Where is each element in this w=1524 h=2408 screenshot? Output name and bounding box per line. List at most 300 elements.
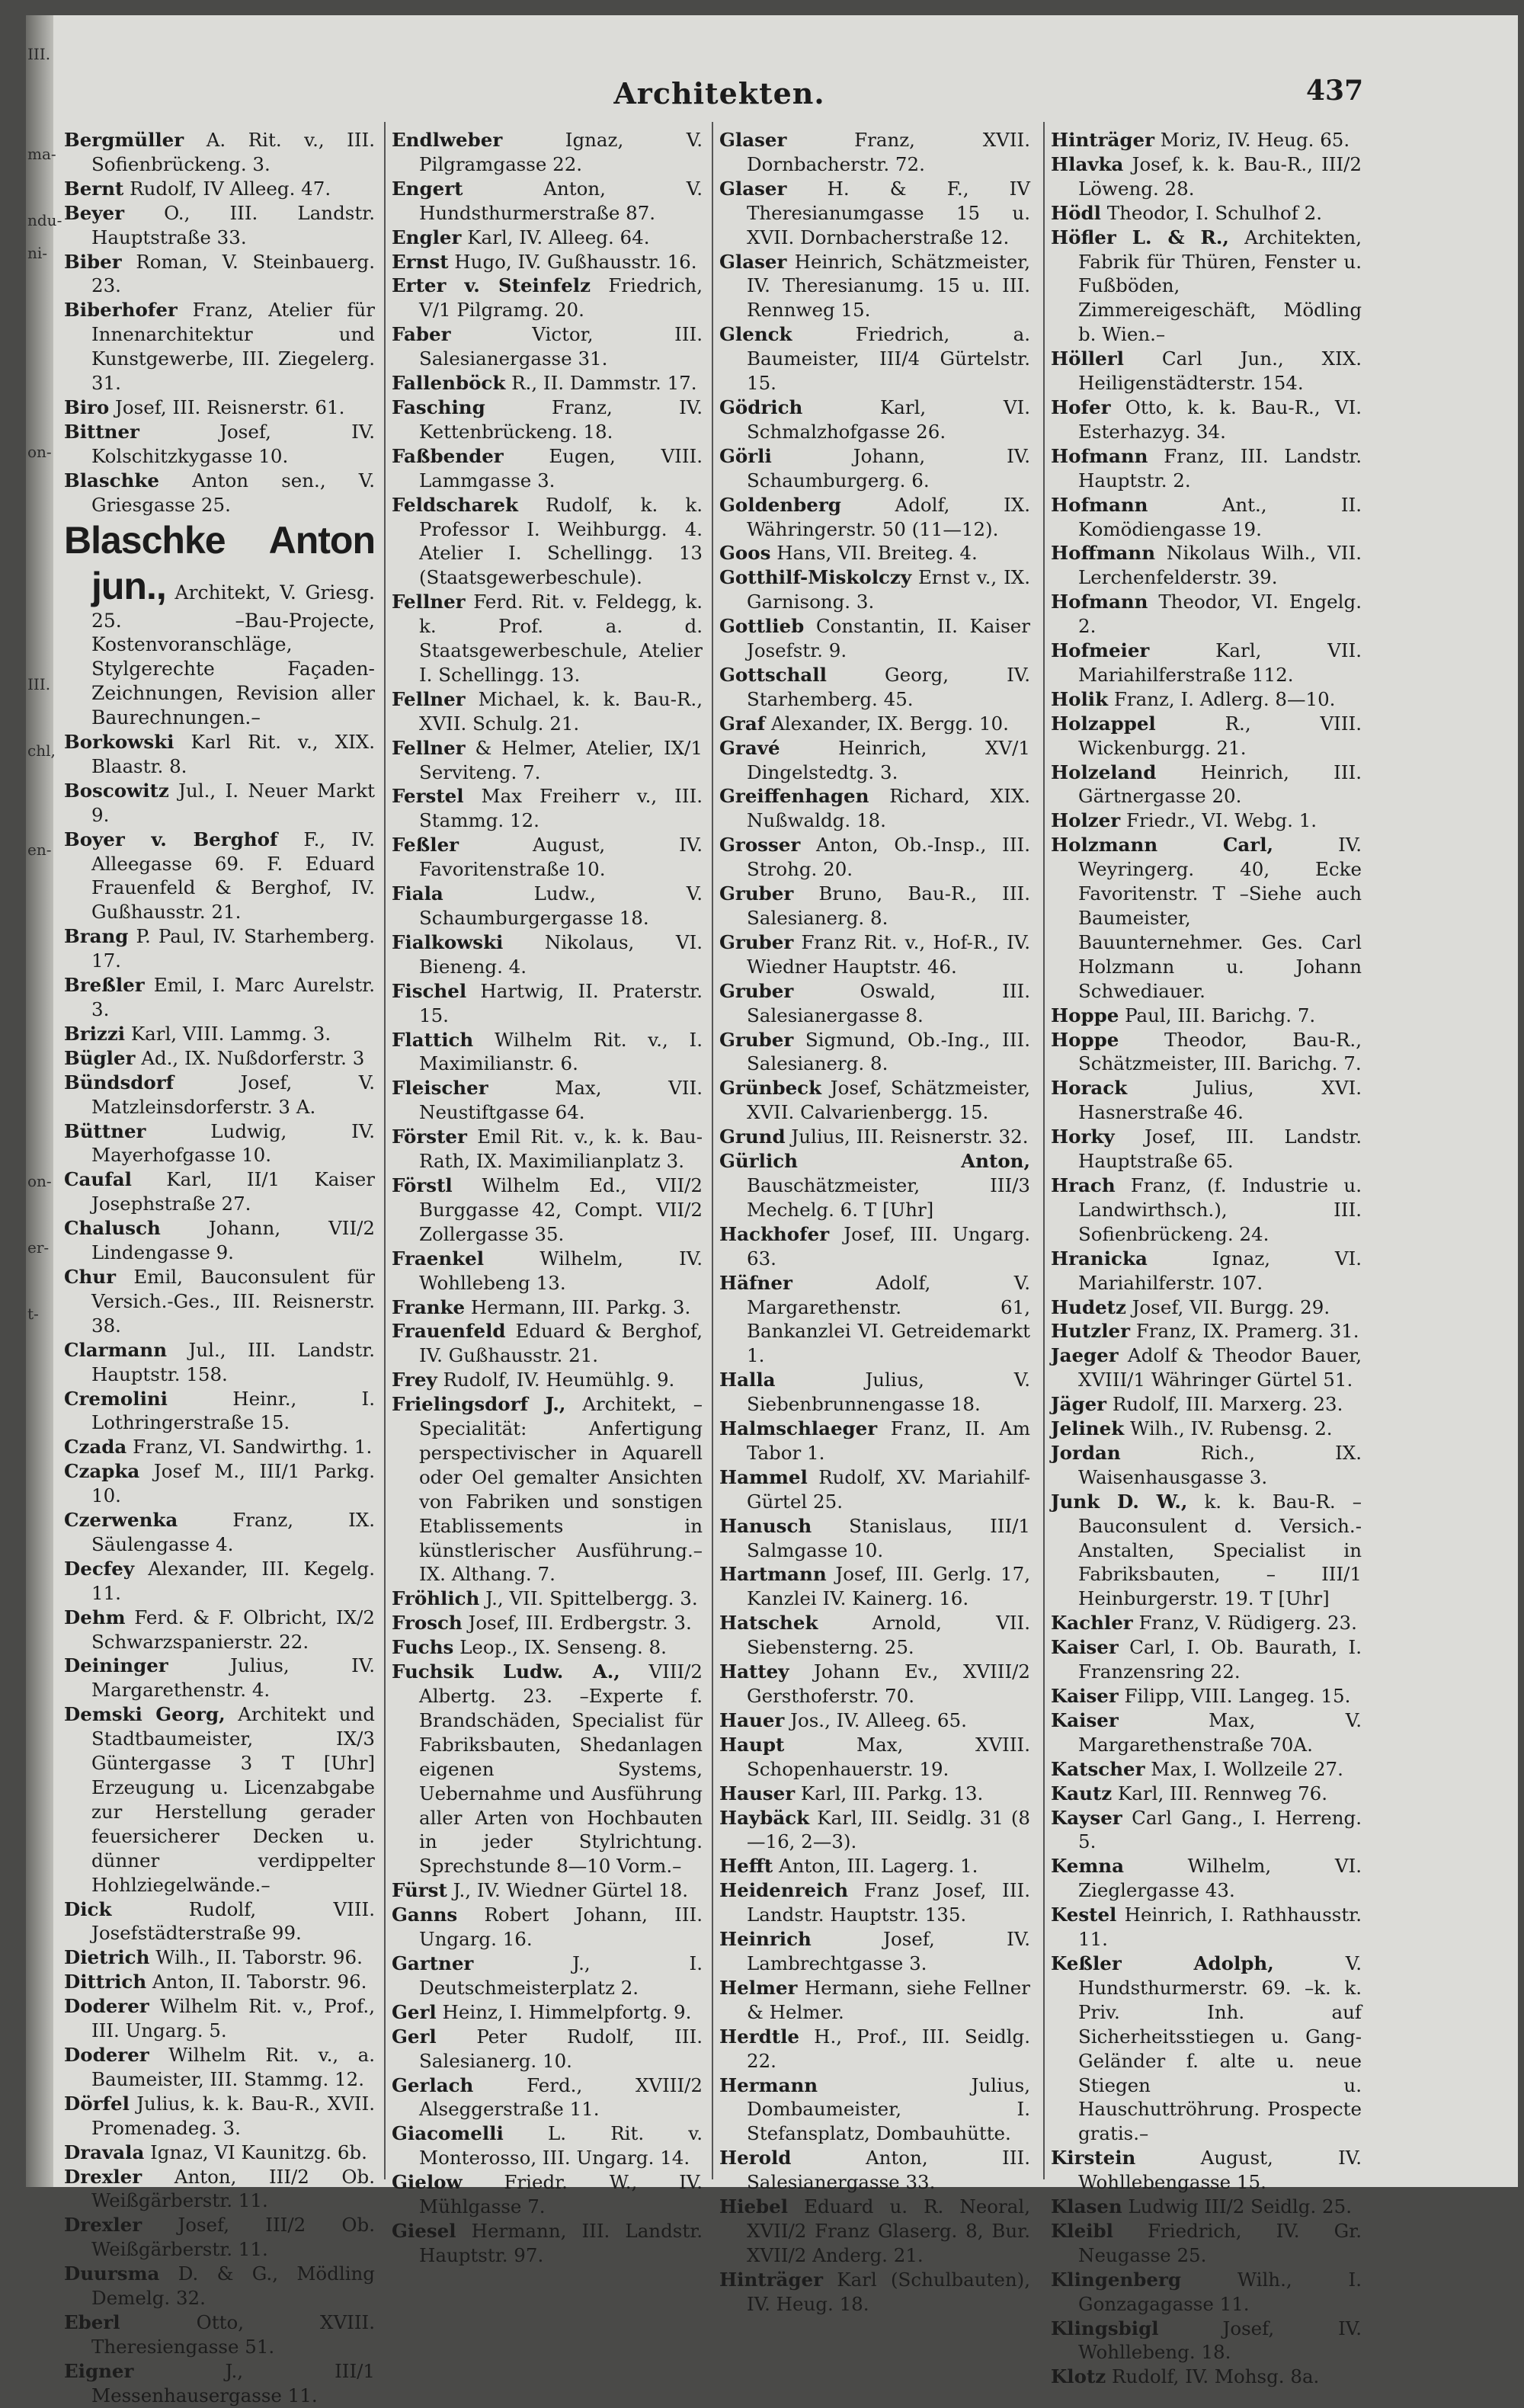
- entry-name: Greiffenhagen: [719, 785, 869, 808]
- entry-details: Arnold, VII. Siebensterng. 25.: [747, 1612, 1030, 1659]
- entry-details: Josef, V. Matzleinsdorferstr. 3 A.: [91, 1071, 375, 1118]
- entry-details: Theodor, Bau-R., Schätzmeister, III. Barichg. 7.: [1078, 1028, 1362, 1075]
- directory-entry: [1051, 1247, 1362, 1295]
- entry-details: Josef, VII. Burgg. 29.: [1125, 1295, 1330, 1318]
- entry-name: Klingenberg: [1051, 2268, 1182, 2291]
- entry-details: Stanislaus, III/1 Salmgasse 10.: [747, 1514, 1030, 1561]
- entry-details: Otto, XVIII. Theresiengasse 51.: [91, 2310, 375, 2358]
- entry-name: Breßler: [64, 974, 145, 997]
- entry-name: Gruber: [719, 1028, 794, 1051]
- entry-details: Wilh., II. Taborstr. 96.: [149, 1946, 363, 1969]
- entry-details: Adolf & Theodor Bauer, XVIII/1 Währinger Gürtel 51.: [1078, 1344, 1362, 1391]
- entry-details: Bauschätzmeister, III/3 Mechelg. 6. T [Uhr]: [747, 1174, 1030, 1221]
- entry-name: Fellner: [392, 591, 466, 613]
- entry-details: k. k. Bau-R. –Bauconsulent d. Versich.-Anstalten, Specialist in Fabriksbauten, – III/1 Heinburgerstr. 19. T [Uhr]: [1078, 1490, 1362, 1610]
- directory-entry: [719, 614, 1030, 663]
- directory-entry: [392, 833, 703, 882]
- entry-details: Alexander, III. Kegelg. 11.: [91, 1557, 375, 1604]
- entry-details: Ad., IX. Nußdorferstr. 3: [135, 1046, 365, 1069]
- entry-name: Caufal: [64, 1168, 132, 1191]
- directory-entry: [719, 1076, 1030, 1125]
- entry-name: Hackhofer: [719, 1222, 830, 1245]
- entry-name: Czapka: [64, 1460, 140, 1483]
- entry-details: F., IV. Alleegasse 69. F. Eduard Frauenfeld & Berghof, IV. Gußhausstr. 21.: [91, 828, 375, 924]
- entry-details: Constantin, II. Kaiser Josefstr. 9.: [747, 615, 1030, 662]
- directory-entry: [392, 1076, 703, 1125]
- entry-name: Glaser: [719, 177, 787, 200]
- entry-details: Ant., II. Komödiengasse 19.: [1078, 493, 1362, 540]
- directory-entry: [392, 1611, 703, 1635]
- directory-entry: [64, 2092, 375, 2141]
- entry-name: Hoppe: [1051, 1028, 1119, 1051]
- entry-name: Gerl: [392, 2000, 437, 2023]
- directory-entry: [719, 1733, 1030, 1782]
- entry-name: Holzappel: [1051, 712, 1156, 735]
- gutter-fragment: [27, 2226, 50, 2259]
- entry-details: & Helmer, Atelier, IX/1 Serviteng. 7.: [419, 736, 703, 783]
- directory-entry: [1051, 1806, 1362, 1855]
- entry-details: Wilhelm Rit. v., a. Baumeister, III. Stammg. 12.: [91, 2043, 375, 2090]
- directory-entry: [64, 1702, 375, 1897]
- directory-entry: [64, 1338, 375, 1387]
- entry-name: Bergmüller: [64, 129, 184, 151]
- entry-details: Paul, III. Barichg. 7.: [1119, 1004, 1316, 1026]
- directory-entry: [392, 590, 703, 687]
- entry-details: Friedrich, V/1 Pilgramg. 20.: [419, 274, 703, 322]
- entry-details: Ignaz, V. Pilgramgasse 22.: [419, 129, 703, 175]
- entry-details: Jos., IV. Alleeg. 65.: [784, 1708, 967, 1731]
- directory-entry: [392, 2219, 703, 2268]
- entry-name: Czada: [64, 1436, 127, 1459]
- entry-name: Hartmann: [719, 1563, 827, 1586]
- gutter-fragment: [27, 1497, 50, 1530]
- entry-name: Fialkowski: [392, 930, 504, 953]
- entry-name: Fraenkel: [392, 1247, 485, 1270]
- gutter-fragment: [27, 966, 50, 1000]
- entry-name: Görli: [719, 444, 772, 467]
- directory-entry: [719, 2146, 1030, 2195]
- entry-details: Moriz, IV. Heug. 65.: [1154, 129, 1350, 151]
- entry-name: Ganns: [392, 1904, 458, 1926]
- entry-name: Hödl: [1051, 201, 1101, 224]
- entry-name: Eigner: [64, 2359, 134, 2382]
- gutter-fragment: [27, 933, 50, 967]
- directory-entry: [392, 128, 703, 177]
- entry-details: Karl, III. Parkg. 13.: [795, 1782, 984, 1804]
- directory-entry: [392, 1878, 703, 1903]
- directory-entry: [719, 1806, 1030, 1855]
- entry-name: Frauenfeld: [392, 1320, 506, 1343]
- directory-entry: [392, 177, 703, 226]
- adjacent-page-edge-text: [27, 38, 62, 2259]
- entry-name: Boyer v. Berghof: [64, 828, 278, 850]
- directory-entry: [719, 2268, 1030, 2317]
- entry-details: Theodor, VI. Engelg. 2.: [1078, 591, 1362, 638]
- directory-entry: [392, 1635, 703, 1660]
- gutter-fragment: [27, 370, 50, 403]
- gutter-fragment: [27, 469, 50, 503]
- directory-entry: [719, 2195, 1030, 2268]
- entry-details: Julius, XVI. Hasnerstraße 46.: [1078, 1077, 1362, 1124]
- entry-name: Frielingsdorf J.,: [392, 1393, 566, 1416]
- gutter-fragment: [27, 1364, 50, 1398]
- gutter-fragment: III.: [27, 674, 51, 693]
- entry-name: Biberhofer: [64, 299, 178, 322]
- directory-entry: [719, 1222, 1030, 1271]
- entry-details: H. & F., IV Theresianumgasse 15 u. XVII. Dornbacherstraße 12.: [747, 177, 1030, 248]
- gutter-fragment: [27, 1033, 50, 1066]
- entry-details: Franz, VI. Sandwirthg. 1.: [126, 1436, 373, 1459]
- gutter-fragment: [27, 1795, 50, 1829]
- column-divider: [1043, 122, 1045, 2179]
- entry-details: Julius, IV. Margarethenstr. 4.: [91, 1654, 375, 1702]
- entry-details: Franz Josef, III. Landstr. Hauptstr. 135.: [747, 1879, 1030, 1926]
- directory-entry: [392, 1174, 703, 1247]
- directory-entry: [392, 687, 703, 736]
- entry-name: Czerwenka: [64, 1509, 178, 1532]
- entry-details: Sigmund, Ob.-Ing., III. Salesianerg. 8.: [747, 1028, 1030, 1075]
- directory-entry: [719, 444, 1030, 493]
- gutter-fragment: ma-: [27, 144, 56, 163]
- entry-details: IV. Weyringerg. 40, Ecke Favoritenstr. T –Siehe auch Baumeister, Bauunternehmer. Ges. Carl Holzmann u. Johann Schwediauer.: [1078, 834, 1362, 1002]
- directory-entry: [1051, 1854, 1362, 1903]
- entry-name: Heinrich: [719, 1928, 812, 1951]
- directory-entry: [392, 1028, 703, 1077]
- entry-name: Hutzler: [1051, 1320, 1130, 1343]
- directory-entry: [392, 493, 703, 591]
- entry-name: Horack: [1051, 1077, 1128, 1100]
- entry-name: Hofmann: [1051, 444, 1148, 467]
- directory-entry: [64, 1970, 375, 1994]
- directory-entry: [1051, 1441, 1362, 1490]
- gutter-fragment: [27, 2027, 50, 2061]
- entry-details: Rudolf, k. k. Professor I. Weihburgg. 4. Atelier I. Schellingg. 13 (Staatsgewerbeschule).: [419, 493, 703, 589]
- directory-entry: [1051, 1004, 1362, 1028]
- entry-details: Josef, III. Erdbergstr. 3.: [462, 1612, 692, 1635]
- gutter-fragment: [27, 536, 50, 569]
- directory-entry: [1051, 639, 1362, 687]
- directory-entry: [719, 979, 1030, 1028]
- entry-details: Karl, VI. Schmalzhofgasse 26.: [747, 395, 1030, 443]
- entry-details: Roman, V. Steinbauerg. 23.: [91, 250, 375, 297]
- entry-name: Fasching: [392, 395, 485, 418]
- entry-details: Franz, IX. Pramerg. 31.: [1130, 1320, 1359, 1343]
- entry-name: Gödrich: [719, 395, 803, 418]
- gutter-fragment: [27, 1629, 50, 1663]
- directory-entry: [1051, 1174, 1362, 1247]
- directory-entry: [64, 2310, 375, 2359]
- directory-entry: [64, 517, 375, 731]
- gutter-fragment: [27, 1398, 50, 1431]
- entry-name: Hauer: [719, 1708, 785, 1731]
- gutter-fragment: [27, 1132, 50, 1166]
- gutter-fragment: er-: [27, 1238, 50, 1257]
- entry-name: Fuchsik Ludw. A.,: [392, 1660, 620, 1683]
- entry-details: Josef, k. k. Bau-R., III/2 Löweng. 28.: [1078, 152, 1362, 200]
- entry-details: H., Prof., III. Seidlg. 22.: [747, 2025, 1030, 2072]
- directory-entry: [392, 1125, 703, 1174]
- entry-details: Wilh., I. Gonzagagasse 11.: [1078, 2268, 1362, 2315]
- entry-name: Klasen: [1051, 2195, 1122, 2218]
- entry-name: Fiala: [392, 882, 443, 905]
- entry-name: Kaiser: [1051, 1708, 1119, 1731]
- directory-entry: [719, 1028, 1030, 1077]
- directory-entry: [64, 1897, 375, 1946]
- directory-entry: [64, 1459, 375, 1508]
- entry-details: Otto, k. k. Bau-R., VI. Esterhazyg. 34.: [1078, 395, 1362, 443]
- entry-name: Duursma: [64, 2262, 160, 2285]
- entry-name: Chur: [64, 1265, 117, 1288]
- entry-name: Doderer: [64, 1995, 149, 2018]
- entry-details: Ignaz, VI. Mariahilferstr. 107.: [1078, 1247, 1362, 1294]
- directory-entry: [1051, 347, 1362, 395]
- entry-details: Wilhelm, VI. Zieglergasse 43.: [1078, 1855, 1362, 1902]
- directory-entry: [719, 493, 1030, 542]
- entry-name: Kayser: [1051, 1806, 1122, 1829]
- gutter-fragment: [27, 2061, 50, 2094]
- entry-details: Hermann, siehe Fellner & Helmer.: [747, 1976, 1030, 2023]
- entry-details: J., VII. Spittelbergg. 3.: [479, 1587, 698, 1610]
- directory-entry: [1051, 1782, 1362, 1806]
- directory-entry: [392, 250, 703, 274]
- entry-details: J., I. Deutschmeisterplatz 2.: [419, 1952, 703, 1999]
- entry-name: Kaiser: [1051, 1636, 1119, 1659]
- directory-entry: [719, 565, 1030, 614]
- directory-entry: [64, 828, 375, 925]
- directory-entry: [719, 1271, 1030, 1369]
- directory-entry: [719, 2025, 1030, 2073]
- directory-entry: [392, 1660, 703, 1878]
- entry-details: Heinrich, I. Rathhausstr. 11.: [1078, 1904, 1362, 1951]
- gutter-fragment: ndu-: [27, 210, 62, 229]
- entry-name: Giacomelli: [392, 2122, 504, 2145]
- gutter-fragment: [27, 867, 50, 901]
- entry-name: Hermann: [719, 2073, 818, 2096]
- entry-name: Glenck: [719, 323, 792, 346]
- directory-entry: [1051, 1952, 1362, 2146]
- directory-entry: [64, 2359, 375, 2408]
- directory-entry: [1051, 541, 1362, 590]
- entry-details: Heinz, I. Himmelpfortg. 9.: [436, 2000, 692, 2023]
- directory-entry: [392, 784, 703, 833]
- directory-entry: [1051, 152, 1362, 201]
- gutter-fragment: [27, 1265, 50, 1298]
- entry-name: Holzer: [1051, 809, 1121, 832]
- entry-details: Karl, III. Rennweg 76.: [1112, 1782, 1328, 1804]
- entry-name: Klotz: [1051, 2365, 1106, 2388]
- directory-entry: [64, 420, 375, 469]
- entry-name: Flattich: [392, 1028, 474, 1051]
- directory-entry: [719, 1927, 1030, 1976]
- entry-details: L. Rit. v. Monterosso, III. Ungarg. 14.: [419, 2122, 703, 2169]
- entry-name: Hefft: [719, 1855, 773, 1878]
- entry-name: Jaeger: [1051, 1344, 1119, 1367]
- entry-name: Grund: [719, 1126, 786, 1148]
- directory-entry: [719, 712, 1030, 736]
- entry-name: Frey: [392, 1369, 437, 1391]
- gutter-fragment: [27, 1729, 50, 1763]
- directory-entry: [64, 298, 375, 395]
- directory-entry: [392, 395, 703, 444]
- entry-name: Bügler: [64, 1046, 136, 1069]
- entry-details: Anton, II. Taborstr. 96.: [146, 1971, 367, 1993]
- entry-details: Architekten, Fabrik für Thüren, Fenster u. Fußböden, Zimmereigeschäft, Mödling b. Wien.–: [1078, 226, 1362, 346]
- entry-details: Rudolf, IV. Mohsg. 8a.: [1106, 2365, 1320, 2388]
- entry-name: Fuchs: [392, 1636, 454, 1659]
- entry-details: Julius, III. Reisnerstr. 32.: [785, 1126, 1029, 1148]
- entry-details: Josef, III/2 Ob. Weißgärberstr. 11.: [91, 2214, 375, 2261]
- gutter-fragment: [27, 2160, 50, 2193]
- entry-details: Heinrich, XV/1 Dingelstedtg. 3.: [747, 736, 1030, 783]
- directory-entry: [1051, 1611, 1362, 1635]
- entry-name: Bernt: [64, 177, 124, 200]
- gutter-fragment: on-: [27, 1172, 52, 1190]
- gutter-fragment: [27, 72, 50, 105]
- directory-entry: [64, 1167, 375, 1216]
- directory-entry: [1051, 2146, 1362, 2195]
- entry-name: Gielow: [392, 2171, 463, 2194]
- entry-name: Dick: [64, 1897, 112, 1920]
- entry-details: Max, XVIII. Schopenhauerstr. 19.: [747, 1733, 1030, 1780]
- entry-details: Architekt und Stadtbaumeister, IX/3 Güntergasse 3 T [Uhr] Erzeugung u. Licenzabgabe zur Herstellung gerader feuersicherer Decken u. dünner verdippelter Hohlziegelwände.–: [91, 1703, 375, 1896]
- entry-details: Adolf, V. Margarethenstr. 61, Bankanzlei VI. Getreidemarkt 1.: [747, 1271, 1030, 1367]
- entry-details: Wilhelm Rit. v., Prof., III. Ungarg. 5.: [91, 1995, 375, 2042]
- entry-name: Cremolini: [64, 1387, 168, 1410]
- entry-name: Hanusch: [719, 1514, 812, 1537]
- entry-details: Franz, IX. Säulengasse 4.: [91, 1509, 375, 1555]
- directory-entry: [1051, 687, 1362, 712]
- entry-details: Victor, III. Salesianergasse 31.: [419, 323, 703, 370]
- entry-details: Max Freiherr v., III. Stammg. 12.: [419, 785, 703, 832]
- column-2: [392, 128, 703, 2266]
- directory-entry: [64, 1022, 375, 1046]
- directory-entry: [1051, 1392, 1362, 1417]
- directory-entry: [1051, 201, 1362, 226]
- entry-name: Franke: [392, 1295, 466, 1318]
- entry-name: Kachler: [1051, 1612, 1133, 1635]
- entry-details: Karl Rit. v., XIX. Blaastr. 8.: [91, 731, 375, 777]
- entry-details: Josef, IV. Lambrechtgasse 3.: [747, 1928, 1030, 1974]
- entry-name: Hofmann: [1051, 591, 1148, 613]
- entry-name: Kautz: [1051, 1782, 1113, 1804]
- entry-details: Rich., IX. Waisenhausgasse 3.: [1078, 1441, 1362, 1488]
- directory-entry: [64, 1994, 375, 2043]
- entry-name: Blaschke Anton jun.,: [64, 518, 375, 607]
- directory-entry: [1051, 444, 1362, 493]
- entry-name: Frosch: [392, 1612, 463, 1635]
- gutter-fragment: [27, 1663, 50, 1696]
- directory-entry: [1051, 1635, 1362, 1684]
- directory-entry: [64, 1071, 375, 1119]
- directory-entry: [64, 2213, 375, 2262]
- directory-entry: [64, 395, 375, 420]
- entry-name: Clarmann: [64, 1338, 168, 1361]
- directory-entry: [1051, 1125, 1362, 1174]
- entry-name: Förster: [392, 1126, 467, 1148]
- entry-name: Goldenberg: [719, 493, 841, 516]
- entry-name: Hranicka: [1051, 1247, 1148, 1270]
- entry-name: Drexler: [64, 2165, 142, 2188]
- directory-entry: [1051, 493, 1362, 542]
- gutter-fragment: ni-: [27, 244, 48, 262]
- entry-details: Karl, IV. Alleeg. 64.: [461, 226, 650, 248]
- entry-details: Karl, VII. Mariahilferstraße 112.: [1078, 639, 1362, 686]
- entry-details: Emil, Bauconsulent für Versich.-Ges., III. Reisnerstr. 38.: [91, 1265, 375, 1337]
- entry-name: Faber: [392, 323, 451, 346]
- directory-entry: [392, 2000, 703, 2025]
- entry-details: Josef, III. Ungarg. 63.: [747, 1222, 1030, 1270]
- directory-entry: [392, 226, 703, 250]
- column-4: [1051, 128, 1362, 2388]
- directory-entry: [392, 2170, 703, 2219]
- entry-details: Adolf, IX. Währingerstr. 50 (11—12).: [747, 493, 1030, 540]
- entry-name: Gerlach: [392, 2073, 474, 2096]
- entry-name: Herold: [719, 2147, 792, 2169]
- entry-details: Emil Rit. v., k. k. Bau-Rath, IX. Maximilianplatz 3.: [419, 1126, 703, 1173]
- entry-name: Jäger: [1051, 1393, 1107, 1416]
- entry-name: Dittrich: [64, 1971, 147, 1993]
- entry-name: Fallenböck: [392, 372, 506, 395]
- gutter-fragment: [27, 1530, 50, 1564]
- entry-details: Johann Ev., XVIII/2 Gersthoferstr. 70.: [747, 1660, 1030, 1707]
- entry-details: Eduard u. R. Neoral, XVII/2 Franz Glaserg. 8, Bur. XVII/2 Anderg. 21.: [747, 2195, 1030, 2266]
- directory-entry: [392, 322, 703, 371]
- entry-details: R., VIII. Wickenburgg. 21.: [1078, 712, 1362, 759]
- entry-name: Grünbeck: [719, 1077, 822, 1100]
- entry-name: Endlweber: [392, 129, 503, 151]
- entry-details: Alexander, IX. Bergg. 10.: [765, 712, 1009, 735]
- entry-details: V. Hundsthurmerstr. 69. –k. k. Priv. Inh. auf Sicherheitsstiegen u. Gang-Geländer f. alte u. neue Stiegen u. Hauschuttröhrung. Prospecte gratis.–: [1078, 1952, 1362, 2145]
- directory-entry: [719, 833, 1030, 882]
- directory-entry: [719, 882, 1030, 930]
- entry-details: Josef, III. Landstr. Hauptstraße 65.: [1078, 1126, 1362, 1173]
- directory-entry: [1051, 1903, 1362, 1952]
- entry-name: Hudetz: [1051, 1295, 1126, 1318]
- entry-name: Glaser: [719, 129, 787, 151]
- entry-details: Franz, Atelier für Innenarchitektur und Kunstgewerbe, III. Ziegelerg. 31.: [91, 299, 375, 395]
- entry-details: Hugo, IV. Gußhausstr. 16.: [448, 250, 697, 273]
- directory-entry: [719, 1417, 1030, 1465]
- column-3: [719, 128, 1030, 2315]
- entry-name: Fleischer: [392, 1077, 488, 1100]
- entry-details: Oswald, III. Salesianergasse 8.: [747, 979, 1030, 1026]
- gutter-fragment: [27, 801, 50, 834]
- entry-details: Richard, XIX. Nußwaldg. 18.: [747, 785, 1030, 832]
- directory-entry: [392, 930, 703, 979]
- entry-name: Dietrich: [64, 1946, 150, 1969]
- entry-name: Katscher: [1051, 1757, 1145, 1780]
- entry-details: Wilh., IV. Rubensg. 2.: [1124, 1417, 1333, 1440]
- entry-details: Theodor, I. Schulhof 2.: [1100, 201, 1323, 224]
- entry-name: Glaser: [719, 250, 787, 273]
- entry-details: R., II. Dammstr. 17.: [505, 372, 697, 395]
- entry-name: Häfner: [719, 1271, 792, 1294]
- entry-name: Förstl: [392, 1174, 453, 1196]
- entry-name: Kaiser: [1051, 1685, 1119, 1707]
- directory-entry: [392, 274, 703, 322]
- entry-name: Ernst: [392, 250, 449, 273]
- entry-details: Ferd. & F. Olbricht, IX/2 Schwarzspanierstr. 22.: [91, 1606, 375, 1653]
- entry-name: Hofmann: [1051, 493, 1148, 516]
- entry-name: Erter v. Steinfelz: [392, 274, 591, 297]
- entry-details: Josef, III. Gerlg. 17, Kanzlei IV. Kainerg. 16.: [747, 1563, 1030, 1610]
- directory-entry: [1051, 2195, 1362, 2219]
- entry-details: Josef M., III/1 Parkg. 10.: [91, 1460, 375, 1507]
- directory-entry: [64, 250, 375, 299]
- entry-name: Büttner: [64, 1119, 146, 1142]
- entry-details: Friedr. W., IV. Mühlgasse 7.: [419, 2171, 703, 2218]
- entry-details: Franz Rit. v., Hof-R., IV. Wiedner Hauptstr. 46.: [747, 930, 1030, 978]
